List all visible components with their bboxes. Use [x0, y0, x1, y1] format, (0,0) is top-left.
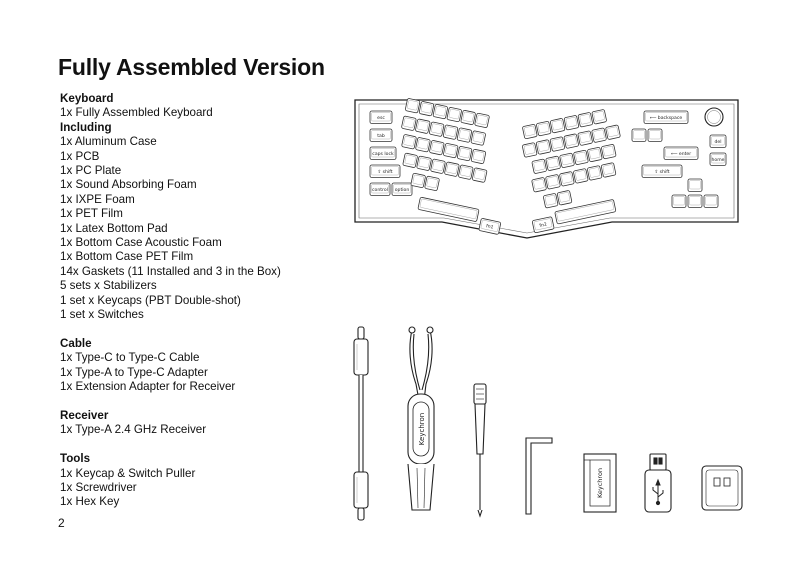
- keycap-top: [405, 155, 416, 165]
- keycap-top: [547, 158, 558, 168]
- keycap-top: [431, 142, 442, 152]
- keycap-top: [552, 138, 563, 148]
- list-item: 1x Bottom Case PET Film: [60, 250, 194, 264]
- keyboard-illustration: [352, 95, 742, 243]
- keycap-top: [445, 126, 456, 136]
- keycap-top: [477, 115, 488, 125]
- keycap-top: [435, 106, 446, 116]
- key-label-home: home: [711, 157, 725, 163]
- keycap-top: [432, 161, 443, 171]
- keycap-top: [403, 118, 414, 128]
- keycap-top: [421, 103, 432, 113]
- list-item: 14x Gaskets (11 Installed and 3 in the Box): [60, 264, 281, 278]
- keycap-top: [561, 173, 572, 183]
- key-label-fn: fn1: [485, 224, 494, 231]
- key-label-del: del: [714, 139, 722, 145]
- list-item: 1x Aluminum Case: [60, 135, 157, 149]
- section-gap: [60, 323, 360, 337]
- keycap-top: [706, 197, 717, 206]
- list-item: 1x Latex Bottom Pad: [60, 221, 168, 235]
- keycap-top: [607, 127, 618, 137]
- list-item: 1x IXPE Foam: [60, 192, 135, 206]
- keycap-top: [417, 121, 428, 131]
- adapter-brand: Keychron: [596, 467, 604, 499]
- keycap-top: [545, 195, 556, 205]
- contents-list: [60, 92, 360, 510]
- keycap-top: [431, 124, 442, 134]
- list-item: 1x Bottom Case Acoustic Foam: [60, 236, 222, 250]
- keycap-top: [674, 197, 685, 206]
- keycap-top: [473, 151, 484, 161]
- page-number: 2: [58, 516, 65, 530]
- hex-key: [526, 438, 552, 514]
- keycap-top: [580, 114, 591, 124]
- keycap-top: [404, 136, 415, 146]
- key-label-caps: caps lock: [372, 151, 394, 157]
- subheading: Including: [60, 120, 112, 134]
- keycap-top: [446, 164, 457, 174]
- keycap-top: [650, 131, 661, 140]
- list-item: 1 set x Switches: [60, 308, 144, 322]
- usb-c-cable: [354, 327, 368, 520]
- keycap-top: [524, 126, 535, 136]
- keycap-top: [547, 176, 558, 186]
- keycap-top: [459, 129, 470, 139]
- key-label-shift_r: ⇧ shift: [654, 169, 670, 175]
- keycap-top: [575, 170, 586, 180]
- list-item: 1x PC Plate: [60, 164, 122, 178]
- key-label-tab: tab: [377, 133, 385, 139]
- section-heading: Cable: [60, 336, 92, 350]
- section-gap: [60, 395, 360, 409]
- page-title: Fully Assembled Version: [58, 54, 325, 80]
- section-heading: Receiver: [60, 408, 109, 422]
- keycap-top: [575, 152, 586, 162]
- accessories-illustration: [340, 322, 760, 522]
- keycap-top: [538, 141, 549, 151]
- screwdriver: [474, 384, 486, 516]
- list-item: 1x Sound Absorbing Foam: [60, 178, 197, 192]
- keycap-top: [579, 133, 590, 143]
- keycap-top: [463, 112, 474, 122]
- list-item: 1x PCB: [60, 149, 100, 163]
- key-label-shift_l: ⇧ shift: [377, 169, 393, 175]
- key-label-backspace: ⟵ backspace: [649, 115, 683, 121]
- keycap-top: [417, 139, 428, 149]
- keycap-top: [445, 145, 456, 155]
- key-label-control: control: [372, 187, 388, 193]
- keycap-top: [690, 181, 701, 190]
- list-item: 5 sets x Stabilizers: [60, 279, 157, 293]
- list-item: 1x Keycap & Switch Puller: [60, 466, 196, 480]
- keycap-top: [566, 117, 577, 127]
- keycap-top: [474, 169, 485, 179]
- keycap-top: [534, 161, 545, 171]
- section-heading: Tools: [60, 452, 91, 466]
- keycap-top: [524, 144, 535, 154]
- list-item: 1x Type-A to Type-C Adapter: [60, 365, 208, 379]
- key-label-option: option: [394, 187, 410, 193]
- keycap-top: [552, 120, 563, 130]
- list-item: 1 set x Keycaps (PBT Double-shot): [60, 293, 241, 307]
- keycap-top: [603, 164, 614, 174]
- keycap-top: [413, 175, 424, 185]
- keycap-top: [594, 111, 605, 121]
- puller-brand: Keychron: [418, 412, 426, 446]
- section-gap: [60, 438, 360, 452]
- list-item: 1x Hex Key: [60, 495, 120, 509]
- keycap-top: [561, 155, 572, 165]
- keycap-top: [589, 167, 600, 177]
- list-item: 1x Type-C to Type-C Cable: [60, 351, 200, 365]
- keycap-top: [690, 197, 701, 206]
- keycap-top: [533, 179, 544, 189]
- keycap-top: [460, 167, 471, 177]
- keycap-top: [634, 131, 645, 140]
- keycap-top: [419, 158, 430, 168]
- keycap-top: [449, 109, 460, 119]
- list-item: 1x Fully Assembled Keyboard: [60, 106, 213, 120]
- keycap-top: [566, 135, 577, 145]
- list-item: 1x PET Film: [60, 207, 123, 221]
- keycap-top: [459, 148, 470, 158]
- keycap-top: [407, 100, 418, 110]
- list-item: 1x Screwdriver: [60, 480, 137, 494]
- key-label-fn2: fn2: [539, 222, 548, 229]
- section-heading: Keyboard: [60, 92, 114, 105]
- keycap-top: [473, 132, 484, 142]
- keycap-top: [603, 146, 614, 156]
- keycap-top: [589, 149, 600, 159]
- keycap-top: [593, 130, 604, 140]
- type-a-receiver: [702, 466, 742, 510]
- list-item: 1x Extension Adapter for Receiver: [60, 380, 236, 394]
- keycap-top: [538, 123, 549, 133]
- keycap-top: [427, 178, 438, 188]
- keycap-top: [559, 192, 570, 202]
- key-label-esc: esc: [377, 115, 385, 121]
- key-label-enter: ⟵ enter: [670, 151, 692, 157]
- list-item: 1x Type-A 2.4 GHz Receiver: [60, 423, 207, 437]
